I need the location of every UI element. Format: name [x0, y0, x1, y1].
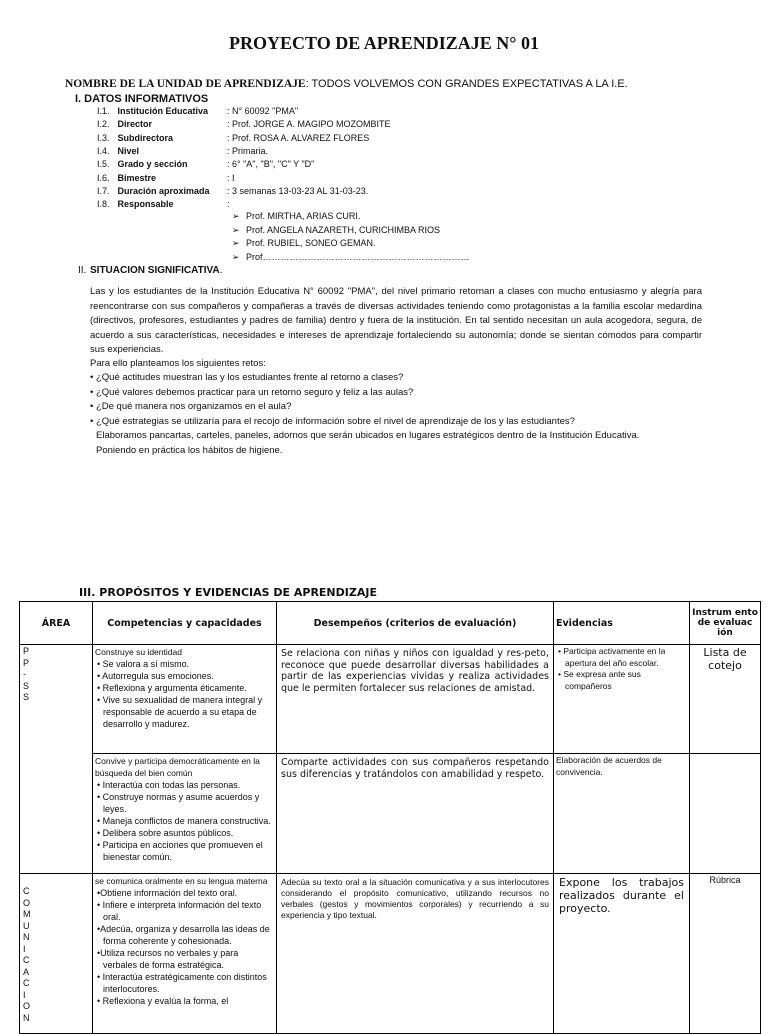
unit-name-value: : TODOS VOLVEMOS CON GRANDES EXPECTATIVAS A LA I.E.: [305, 78, 628, 90]
header-area: ÁREA: [20, 602, 93, 645]
datos-item-title: Grado y sección: [117, 159, 188, 170]
header-evidencias: Evidencias: [554, 602, 690, 645]
responsable-item: [232, 211, 360, 222]
capacidad-item: •Utiliza recursos no verbales y para verbales de forma estratégica.: [97, 948, 239, 970]
datos-item-title: Responsable: [117, 199, 174, 210]
datos-item-label: [97, 173, 156, 183]
capacidad-item: • Autorregula sus emociones.: [97, 671, 214, 681]
capacidad-item: • Delibera sobre asuntos públicos.: [97, 828, 234, 838]
evidencia-text: Elaboración de acuerdos de convivencia.: [554, 754, 690, 874]
responsable-name: Prof. MIRTHA, ARIAS CURI.: [246, 211, 361, 221]
responsable-name: Prof. ANGELA NAZARETH, CURICHIMBA RIOS: [246, 224, 441, 235]
capacidad-item: •Obtiene información del texto oral.: [97, 888, 238, 898]
responsable-item: [232, 238, 376, 249]
arrow-bullet-icon: ➢: [232, 211, 240, 221]
header-instrumento: Instrum ento de evaluac ión: [690, 602, 761, 645]
datos-item-num: I.2.: [97, 119, 110, 130]
datos-item-title: Institución Educativa: [117, 106, 209, 116]
datos-item-label: [97, 106, 208, 116]
evidencia-item: • Se expresa ante sus compañeros: [558, 669, 641, 691]
extra-line: Elaboramos pancartas, carteles, paneles, adornos que serán ubicados en lugares estratégicos dentro de la Institución Educativa.: [96, 430, 640, 441]
desempeno-text: Adecúa su texto oral a la situación comunicativa y a sus interlocutores considerando el propósito comunicativo, utilizando recursos no verbales (gestos y movimientos corporales) y recurriendo a su experiencia y tipo textual.: [277, 874, 554, 1034]
instrumento-empty: [690, 754, 761, 874]
datos-item-num: I.1.: [97, 106, 110, 116]
datos-item-label: [97, 119, 152, 129]
situacion-heading: [78, 265, 222, 276]
datos-item-label: [97, 159, 188, 169]
arrow-bullet-icon: ➢: [232, 238, 240, 248]
situacion-title: SITUACION SIGNIFICATIVA: [90, 265, 220, 276]
table-row: [20, 645, 761, 754]
extra-line: Poniendo en práctica los hábitos de higiene.: [96, 444, 283, 456]
reto-item: • ¿Qué valores debemos practicar para un retorno seguro y feliz a las aulas?: [90, 386, 414, 398]
instrumento-text: Lista de cotejo: [690, 645, 761, 754]
datos-item-value: :: [227, 199, 230, 210]
datos-item-label: [97, 186, 210, 196]
unit-name-label: NOMBRE DE LA UNIDAD DE APRENDIZAJE: [65, 78, 306, 90]
capacidad-item: • Reflexiona y evalúa la forma, el: [97, 996, 229, 1006]
capacidad-item: • Vive su sexualidad de manera integral y responsable de acuerdo a su etapa de desarrollo y madurez.: [97, 695, 263, 729]
datos-item-num: I.8.: [97, 199, 110, 210]
header-competencias: Competencias y capacidades: [93, 602, 277, 645]
reto-item: • ¿De qué manera nos organizamos en el aula?: [90, 401, 292, 413]
capacidad-item: • Infiere e interpreta información del texto oral.: [97, 900, 262, 922]
competencia-title: Construye su identidad: [95, 647, 182, 657]
capacidad-item: • Maneja conflictos de manera constructiva.: [97, 816, 271, 826]
evidencia-item: • Participa activamente en la apertura del año escolar.: [558, 646, 666, 668]
datos-item-num: I.7.: [97, 185, 110, 196]
capacidad-item: • Construye normas y asume acuerdos y leyes.: [97, 792, 260, 814]
competencia-oral: [93, 874, 277, 1034]
responsable-item: [232, 225, 440, 236]
propositos-table: [19, 601, 761, 1034]
situacion-dot: .: [219, 265, 223, 276]
responsable-item: [232, 252, 470, 263]
instrumento-text: Rúbrica: [690, 874, 761, 1034]
datos-item-num: I.5.: [97, 159, 110, 170]
datos-item-title: Bimestre: [117, 172, 157, 183]
responsable-name: Prof. RUBIEL, SONEO GEMAN.: [246, 238, 376, 248]
datos-heading: I. DATOS INFORMATIVOS: [75, 93, 209, 105]
datos-item-value: : N° 60092 "PMA": [227, 106, 299, 116]
datos-item-label: [97, 133, 173, 143]
desempeno-text: Comparte actividades con sus compañeros respetando sus diferencias y tratándolos con amabilidad y respeto.: [277, 754, 554, 874]
reto-item: • ¿Qué estrategias se utilizaría para el recojo de información sobre el nivel de aprendizaje de los y las estudiantes?: [90, 415, 575, 427]
datos-item-num: I.3.: [97, 132, 110, 143]
datos-item-value: : Primaria.: [227, 145, 269, 156]
propositos-heading: III. PROPÓSITOS Y EVIDENCIAS DE APRENDIZAJE: [79, 586, 377, 599]
unit-name-line: [65, 78, 628, 90]
capacidad-item: •Adecúa, organiza y desarrolla las ideas de forma coherente y cohesionada.: [97, 924, 270, 946]
competencia-title: Convive y participa democráticamente en la búsqueda del bien común: [95, 756, 260, 778]
table-header-row: [20, 602, 761, 645]
arrow-bullet-icon: ➢: [232, 251, 240, 262]
situacion-paragraph: Las y los estudiantes de la Institución Educativa N° 60092 "PMA", del nivel primario retornan a clases con mucho entusiasmo y alegría para reencontrarse con sus compañeros y compañeras a través de diversas actividades teniendo como protagonistas a la familia escolar medardina (directivos, profesores, estudiantes y padres de familia) dentro y fuera de la institución. En tal sentido necesitan un aula acogedora, segura, de acuerdo a sus características, necesidades e intereses de aprendizaje fortaleciendo su autonomía; donde se sientan cómodos para compartir sus experiencias.: [90, 286, 702, 356]
competencia-identidad: [93, 645, 277, 754]
competencia-title: se comunica oralmente en su lengua materna: [95, 876, 268, 886]
capacidad-item: • Reflexiona y argumenta éticamente.: [97, 683, 247, 693]
datos-item-value: : Prof. JORGE A. MAGIPO MOZOMBITE: [227, 119, 391, 130]
datos-item-value: : I: [227, 172, 235, 183]
page-title: PROYECTO DE APRENDIZAJE N° 01: [229, 33, 539, 53]
responsable-name: Prof……………………………………………………………: [246, 251, 470, 262]
area-pps: P P - S S: [20, 645, 93, 874]
datos-item-title: Subdirectora: [117, 132, 174, 143]
datos-item-value: : 6° "A", "B", "C" Y "D": [227, 159, 315, 170]
datos-item-label: [97, 199, 174, 209]
competencia-convive: [93, 754, 277, 874]
datos-item-label: [97, 146, 139, 156]
situacion-num: II.: [78, 265, 87, 276]
desempeno-text: Se relaciona con niñas y niños con igualdad y res-peto, reconoce que puede desarrollar diversas habilidades a partir de las experiencias vividas y realiza actividades que le permiten fortalecer sus relaciones de amistad.: [277, 645, 554, 754]
capacidad-item: • Participa en acciones que promueven el bienestar común.: [97, 840, 263, 862]
retos-intro: Para ello planteamos los siguientes retos:: [90, 358, 266, 369]
header-desempenos: Desempeños (criterios de evaluación): [277, 602, 554, 645]
capacidad-item: • Interactúa con todas las personas.: [97, 780, 241, 790]
table-row: [20, 874, 761, 1034]
datos-item-title: Director: [117, 119, 153, 130]
reto-item: • ¿Qué actitudes muestran las y los estudiantes frente al retorno a clases?: [90, 372, 404, 383]
capacidad-item: • Se valora a sí mismo.: [97, 659, 190, 669]
datos-item-title: Duración aproximada: [117, 185, 210, 196]
table-row: [20, 754, 761, 874]
evidencias-cell: [554, 645, 690, 754]
datos-item-num: I.4.: [97, 145, 110, 156]
capacidad-item: • Interactúa estratégicamente con distintos interlocutores.: [97, 972, 267, 994]
datos-item-title: Nivel: [117, 145, 140, 156]
arrow-bullet-icon: ➢: [232, 224, 240, 235]
datos-item-value: : Prof. ROSA A. ALVAREZ FLORES: [227, 132, 370, 143]
area-comunicacion: C O M U N I C A C I O N: [20, 874, 93, 1034]
datos-item-value: : 3 semanas 13-03-23 AL 31-03-23.: [227, 185, 369, 196]
evidencia-text: Expone los trabajos realizados durante el proyecto.: [554, 874, 690, 1034]
datos-item-num: I.6.: [97, 172, 110, 183]
